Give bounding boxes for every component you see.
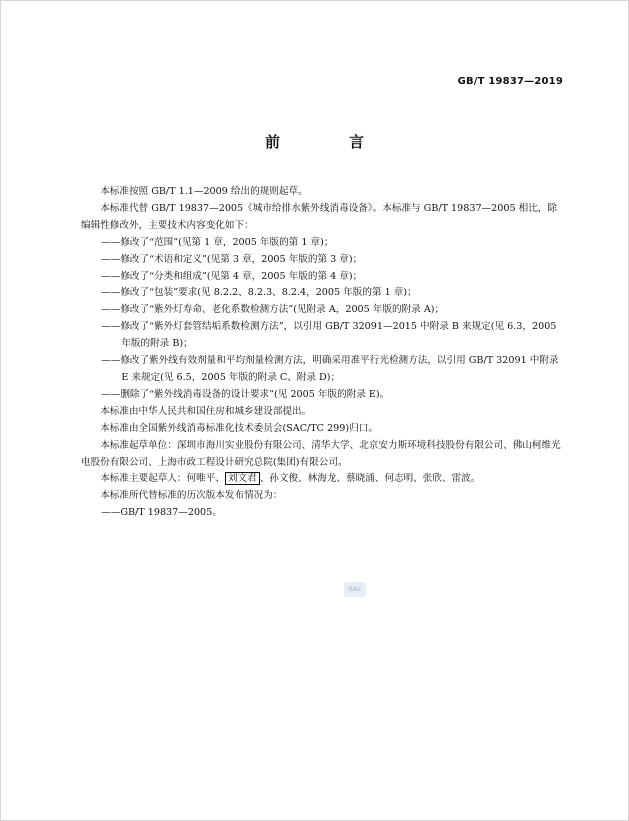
paragraph-drafters <box>81 471 561 488</box>
change-item-classification: ——修改了“分类和组成”(见第 4 章，2005 年版的第 4 章)； <box>101 270 363 282</box>
paragraph-committee: 本标准由全国紫外线消毒标准化技术委员会(SAC/TC 299)归口。 <box>100 422 378 434</box>
paragraph-replacement: 本标准代替 GB/T 19837—2005《城市给排水紫外线消毒设备》。本标准与 GB/T 19837—2005 相比，除编辑性修改外，主要技术内容变化如下： <box>81 202 558 231</box>
history-item: ——GB/T 19837—2005。 <box>101 507 222 519</box>
foreword-body <box>81 184 561 522</box>
standard-number: GB/T 19837—2019 <box>457 76 563 87</box>
page-title: 前 言 <box>264 133 391 151</box>
change-item-scope: ——修改了“范围”(见第 1 章，2005 年版的第 1 章)； <box>101 236 334 248</box>
watermark-logo <box>344 582 366 597</box>
paragraph-history: 本标准所代替标准的历次版本发布情况为： <box>100 490 283 502</box>
change-item-lamp-life: ——修改了“紫外灯寿命、老化系数检测方法”(见附录 A，2005 年版的附录 A)； <box>101 304 445 316</box>
paragraph-drafting-rules: 本标准按照 GB/T 1.1—2009 给出的规则起草。 <box>100 186 308 197</box>
change-item-deleted-design: ——删除了“紫外线消毒设备的设计要求”(见 2005 年版的附录 E)。 <box>101 388 390 400</box>
change-item-sleeve-fouling: ——修改了“紫外灯套管结垢系数检测方法”，以引用 GB/T 32091—2015 中附录 B 来规定(见 6.3，2005 年版的附录 B)； <box>101 321 557 350</box>
paragraph-drafting-units: 本标准起草单位：深圳市海川实业股份有限公司、清华大学、北京安力斯环境科技股份有限公司、佛山柯维光电股份有限公司、上海市政工程设计研究总院(集团)有限公司。 <box>81 439 561 468</box>
watermark-label: SAC <box>348 586 362 593</box>
change-item-packaging: ——修改了“包装”要求(见 8.2.2、8.2.3、8.2.4，2005 年版的第 1 章)； <box>101 287 417 299</box>
drafters-prefix: 本标准主要起草人：何唯平、 <box>100 473 225 485</box>
highlighted-drafter-name: 刘文君 <box>225 472 260 485</box>
change-item-dose-method: ——修改了紫外线有效剂量和平均剂量检测方法，明确采用准平行光检测方法，以引用 GB/T 32091 中附录 E 来规定(见 6.5，2005 年版的附录 C、附录 D)； <box>101 355 559 383</box>
drafters-rest: 、孙文俊、林海龙、蔡晓涌、何志明、张欣、雷波。 <box>259 473 481 485</box>
paragraph-proposed-by: 本标准由中华人民共和国住房和城乡建设部提出。 <box>100 405 312 417</box>
change-item-terms: ——修改了“术语和定义”(见第 3 章，2005 年版的第 3 章)； <box>101 253 363 265</box>
